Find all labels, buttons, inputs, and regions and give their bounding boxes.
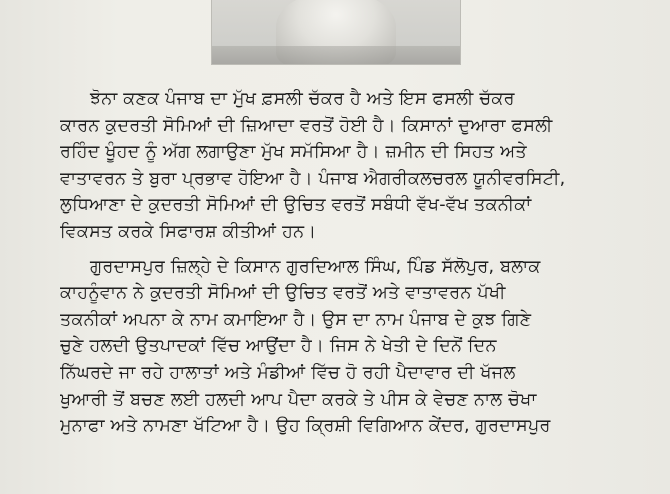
text-line: ਚੁਣੇ ਹਲਦੀ ਉਤਪਾਦਕਾਂ ਵਿੱਚ ਆਉਂਦਾ ਹੈ। ਜਿਸ ਨੇ ਖੇਤੀ ਦੇ ਦਿਨੋਂ ਦਿਨ: [60, 336, 497, 357]
text-line: ਵਿਕਸਤ ਕਰਕੇ ਸਿਫਾਰਸ਼ ਕੀਤੀਆਂ ਹਨ।: [60, 221, 317, 242]
text-line: ਕਾਹਨੂੰਵਾਨ ਨੇ ਕੁਦਰਤੀ ਸੋਮਿਆਂ ਦੀ ਉਚਿਤ ਵਰਤੋਂ ਅਤੇ ਵਾਤਾਵਰਨ ਪੱਖੀ: [60, 283, 506, 304]
paragraph-spacer: [60, 246, 656, 254]
text-line: ਕਾਰਨ ਕੁਦਰਤੀ ਸੋਮਿਆਂ ਦੀ ਜ਼ਿਆਦਾ ਵਰਤੋਂ ਹੋਈ ਹੈ। ਕਿਸਾਨਾਂ ਦੁਆਰਾ ਫਸਲੀ: [60, 115, 553, 136]
portrait-shadow: [212, 46, 460, 64]
article-body: [60, 86, 656, 440]
text-line: ਤਕਨੀਕਾਂ ਅਪਨਾ ਕੇ ਨਾਮ ਕਮਾਇਆ ਹੈ। ਉਸ ਦਾ ਨਾਮ ਪੰਜਾਬ ਦੇ ਕੁਝ ਗਿਣੇ: [60, 309, 532, 330]
text-line: ਰਹਿੰਦ ਖੂੰਹਦ ਨੂੰ ਅੱਗ ਲਗਾਉਣਾ ਮੁੱਖ ਸਮੱਸਿਆ ਹੈ। ਜ਼ਮੀਨ ਦੀ ਸਿਹਤ ਅਤੇ: [60, 142, 527, 163]
text-line: ਲੁਧਿਆਣਾ ਦੇ ਕੁਦਰਤੀ ਸੋਮਿਆਂ ਦੀ ਉਚਿਤ ਵਰਤੋਂ ਸਬੰਧੀ ਵੱਖ-ਵੱਖ ਤਕਨੀਕਾਂ: [60, 195, 532, 216]
text-line: ਮੁਨਾਫਾ ਅਤੇ ਨਾਮਣਾ ਖੱਟਿਆ ਹੈ। ਉਹ ਕ੍ਰਿਸ਼ੀ ਵਿਗਿਆਨ ਕੇਂਦਰ, ਗੁਰਦਾਸਪੁਰ: [60, 416, 551, 437]
text-line: ਗੁਰਦਾਸਪੁਰ ਜ਼ਿਲ੍ਹੇ ਦੇ ਕਿਸਾਨ ਗੁਰਦਿਆਲ ਸਿੰਘ, ਪਿੰਡ ਸੱਲੋਪੁਰ, ਬਲਾਕ: [90, 256, 541, 277]
paragraph-1: [60, 86, 656, 246]
text-line: ਝੋਨਾ ਕਣਕ ਪੰਜਾਬ ਦਾ ਮੁੱਖ ਫ਼ਸਲੀ ਚੱਕਰ ਹੈ ਅਤੇ ਇਸ ਫਸਲੀ ਚੱਕਰ: [90, 89, 515, 109]
text-line: ਵਾਤਾਵਰਨ ਤੇ ਬੁਰਾ ਪ੍ਰਭਾਵ ਹੋਇਆ ਹੈ। ਪੰਜਾਬ ਐਗਰੀਕਲਚਰਲ ਯੂਨੀਵਰਸਿਟੀ,: [60, 168, 566, 189]
text-line: ਨਿੱਘਰਦੇ ਜਾ ਰਹੇ ਹਾਲਾਤਾਂ ਅਤੇ ਮੰਡੀਆਂ ਵਿੱਚ ਹੋ ਰਹੀ ਪੈਦਾਵਾਰ ਦੀ ਖੱਜਲ: [60, 362, 516, 383]
paragraph-2: [60, 254, 656, 440]
portrait-photo: [211, 0, 461, 65]
text-line: ਖੁਆਰੀ ਤੋਂ ਬਚਣ ਲਈ ਹਲਦੀ ਆਪ ਪੈਦਾ ਕਰਕੇ ਤੇ ਪੀਸ ਕੇ ਵੇਚਣ ਨਾਲ ਚੋਖਾ: [60, 389, 537, 410]
